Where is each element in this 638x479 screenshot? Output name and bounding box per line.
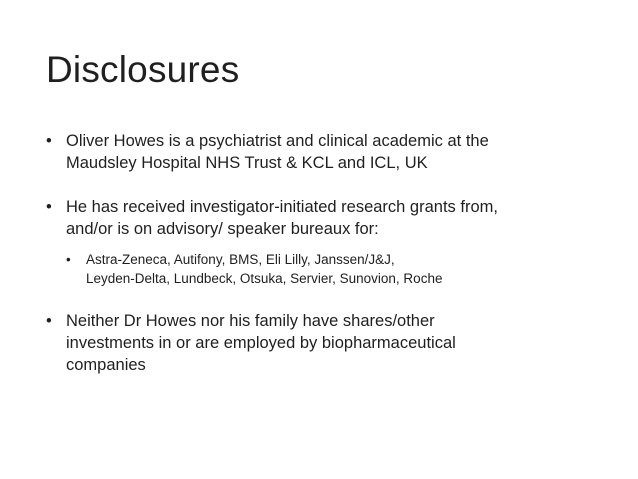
sub-bullet-line: Astra-Zeneca, Autifony, BMS, Eli Lilly, Janssen/J&J, — [86, 252, 395, 267]
bullet-line: Maudsley Hospital NHS Trust & KCL and ICL, UK — [66, 154, 428, 172]
bullet-dot-icon: • — [46, 132, 52, 150]
bullet-item-grants — [46, 196, 606, 288]
bullet-line: Oliver Howes is a psychiatrist and clinical academic at the — [66, 132, 489, 150]
sub-bullet-companies — [66, 250, 606, 288]
bullet-line: companies — [66, 356, 146, 374]
slide-title: Disclosures — [46, 49, 240, 90]
sub-bullet-list — [66, 250, 606, 288]
bullet-item-shares — [46, 310, 606, 376]
bullet-item-affiliation — [46, 130, 606, 174]
bullet-line: He has received investigator-initiated research grants from, — [66, 198, 498, 216]
bullet-list — [46, 130, 606, 376]
sub-bullet-dot-icon: • — [66, 252, 71, 267]
sub-bullet-line: Leyden-Delta, Lundbeck, Otsuka, Servier, Sunovion, Roche — [86, 271, 443, 286]
bullet-dot-icon: • — [46, 312, 52, 330]
bullet-dot-icon: • — [46, 198, 52, 216]
bullet-line: Neither Dr Howes nor his family have shares/other — [66, 312, 435, 330]
bullet-line: and/or is on advisory/ speaker bureaux for: — [66, 220, 379, 238]
bullet-line: investments in or are employed by biopharmaceutical — [66, 334, 456, 352]
